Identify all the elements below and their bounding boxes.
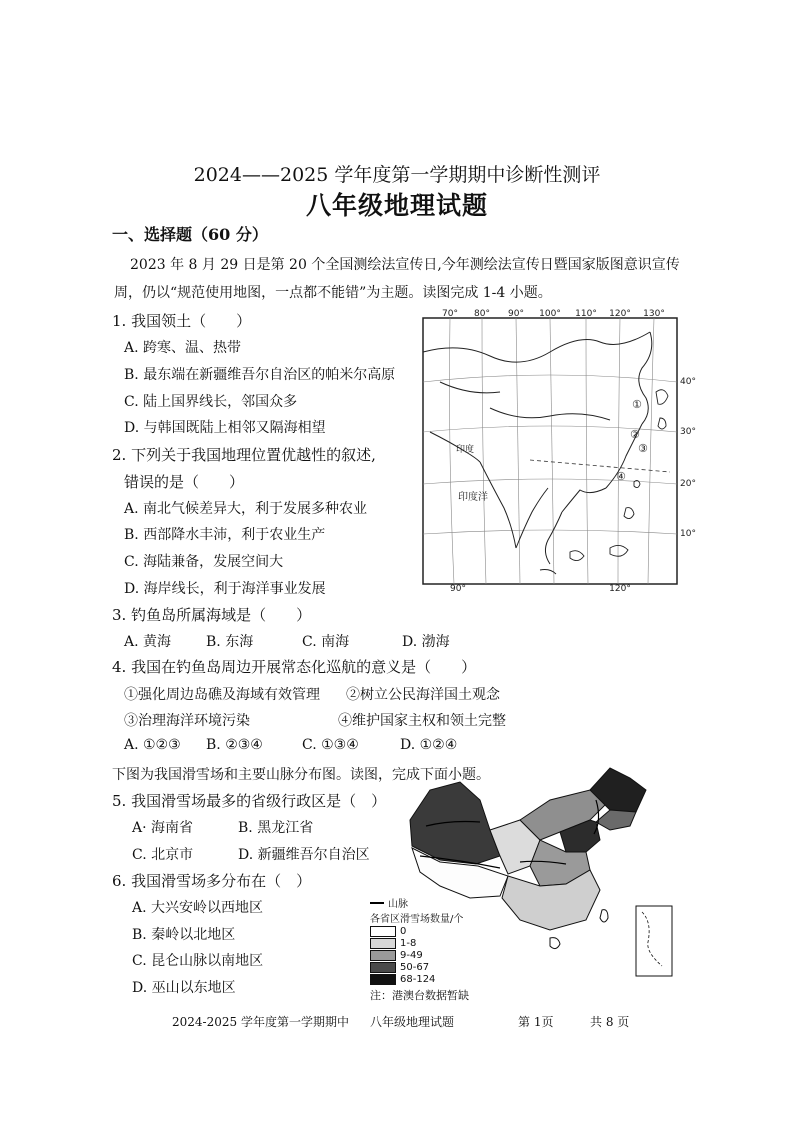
mountain-line-icon bbox=[370, 902, 384, 904]
map1-label-indian-ocean: 印度洋 bbox=[458, 492, 488, 503]
q4-statement-1: ①强化周边岛礁及海域有效管理 bbox=[124, 687, 320, 703]
map1-bottom-lon-120: 120° bbox=[609, 584, 631, 594]
map1-lat-20: 20° bbox=[680, 479, 696, 489]
intro-2: 下图为我国滑雪场和主要山脉分布图。读图，完成下面小题。 bbox=[112, 767, 490, 783]
q1-option-a[interactable]: A. 跨寒、温、热带 bbox=[124, 340, 242, 356]
map1-lon-120: 120° bbox=[609, 309, 631, 319]
legend-label: 0 bbox=[400, 926, 407, 937]
q4-statement-3: ③治理海洋环境污染 bbox=[124, 713, 250, 729]
legend-row bbox=[370, 974, 469, 985]
question-1-stem: 1. 我国领土（ ） bbox=[112, 312, 252, 330]
q1-option-b[interactable]: B. 最东端在新疆维吾尔自治区的帕米尔高原 bbox=[124, 367, 396, 383]
legend-label: 68-124 bbox=[400, 974, 436, 985]
map1-lat-10: 10° bbox=[680, 529, 696, 539]
asia-outline-map bbox=[420, 309, 696, 594]
legend-swatch bbox=[370, 938, 396, 949]
q2-option-d[interactable]: D. 海岸线长，利于海洋事业发展 bbox=[124, 581, 326, 597]
q5-option-b[interactable]: B. 黑龙江省 bbox=[238, 820, 314, 836]
question-4-stem: 4. 我国在钓鱼岛周边开展常态化巡航的意义是（ ） bbox=[112, 658, 477, 676]
exam-title: 2024——2025 学年度第一学期期中诊断性测评 bbox=[193, 164, 601, 186]
q1-option-d[interactable]: D. 与韩国既陆上相邻又隔海相望 bbox=[124, 420, 326, 436]
intro-line-2: 周，仍以“规范使用地图，一点都不能错”为主题。读图完成 1-4 小题。 bbox=[114, 285, 552, 301]
q5-option-c[interactable]: C. 北京市 bbox=[132, 847, 194, 863]
q6-option-b[interactable]: B. 秦岭以北地区 bbox=[132, 927, 236, 943]
map1-marker-3: ③ bbox=[638, 442, 648, 455]
footer-page: 第 1页 bbox=[518, 1015, 554, 1029]
map1-lon-90: 90° bbox=[508, 309, 524, 319]
q4-statement-4: ④维护国家主权和领土完整 bbox=[338, 713, 506, 729]
q3-option-d[interactable]: D. 渤海 bbox=[402, 634, 450, 650]
q3-option-b[interactable]: B. 东海 bbox=[206, 634, 254, 650]
exam-subject-title: 八年级地理试题 bbox=[305, 191, 488, 220]
q6-option-a[interactable]: A. 大兴安岭以西地区 bbox=[132, 900, 264, 916]
map1-marker-1: ① bbox=[632, 398, 642, 411]
legend-mountain-label: 山脉 bbox=[388, 899, 408, 910]
legend-swatch bbox=[370, 950, 396, 961]
question-2-stem: 2. 下列关于我国地理位置优越性的叙述, bbox=[112, 446, 376, 464]
q4-option-c[interactable]: C. ①③④ bbox=[302, 737, 359, 753]
q3-option-c[interactable]: C. 南海 bbox=[302, 634, 350, 650]
footer-total: 共 8 页 bbox=[590, 1015, 630, 1029]
q3-option-a[interactable]: A. 黄海 bbox=[124, 634, 172, 650]
map2-legend bbox=[370, 895, 469, 1003]
q5-option-d[interactable]: D. 新疆维吾尔自治区 bbox=[238, 847, 370, 863]
intro-line-1: 2023 年 8 月 29 日是第 20 个全国测绘法宣传日,今年测绘法宣传日暨国家版图意识宣传 bbox=[130, 257, 680, 273]
map1-bottom-lon-90: 90° bbox=[450, 584, 466, 594]
map1-label-india: 印度 bbox=[456, 445, 475, 455]
legend-row bbox=[370, 926, 469, 937]
q4-option-d[interactable]: D. ①②④ bbox=[400, 737, 458, 753]
legend-row bbox=[370, 938, 469, 949]
q6-option-d[interactable]: D. 巫山以东地区 bbox=[132, 980, 236, 996]
section-heading: 一、选择题（60 分） bbox=[112, 225, 268, 244]
q2-option-c[interactable]: C. 海陆兼备，发展空间大 bbox=[124, 554, 284, 570]
legend-row bbox=[370, 950, 469, 961]
map1-lon-80: 80° bbox=[474, 309, 490, 319]
footer-middle: 八年级地理试题 bbox=[370, 1015, 455, 1029]
map1-lon-110: 110° bbox=[575, 309, 597, 319]
question-2-stem-cont: 错误的是（ ） bbox=[124, 473, 245, 491]
footer-left: 2024-2025 学年度第一学期期中 bbox=[172, 1015, 349, 1029]
map1-lat-30: 30° bbox=[680, 427, 696, 437]
q6-option-c[interactable]: C. 昆仑山脉以南地区 bbox=[132, 953, 264, 969]
legend-label: 9-49 bbox=[400, 950, 423, 961]
question-5-stem: 5. 我国滑雪场最多的省级行政区是（ ） bbox=[112, 792, 387, 810]
legend-swatch bbox=[370, 962, 396, 973]
q4-statement-2: ②树立公民海洋国土观念 bbox=[346, 687, 500, 703]
map1-lat-40: 40° bbox=[680, 377, 696, 387]
legend-note: 注：港澳台数据暂缺 bbox=[370, 989, 469, 1002]
legend-label: 50-67 bbox=[400, 962, 430, 973]
legend-title: 各省区滑雪场数量/个 bbox=[370, 914, 464, 925]
q1-option-c[interactable]: C. 陆上国界线长，邻国众多 bbox=[124, 394, 298, 410]
map1-lon-70: 70° bbox=[442, 309, 458, 319]
map1-marker-2: ② bbox=[630, 428, 640, 441]
q4-option-b[interactable]: B. ②③④ bbox=[206, 737, 263, 753]
legend-label: 1-8 bbox=[400, 938, 417, 949]
q2-option-b[interactable]: B. 西部降水丰沛，利于农业生产 bbox=[124, 527, 326, 543]
map1-lon-130: 130° bbox=[643, 309, 665, 319]
q5-option-a[interactable]: A· 海南省 bbox=[132, 820, 194, 836]
question-6-stem: 6. 我国滑雪场多分布在（ ） bbox=[112, 872, 312, 890]
legend-row bbox=[370, 962, 469, 973]
legend-swatch bbox=[370, 926, 396, 937]
question-3-stem: 3. 钓鱼岛所属海域是（ ） bbox=[112, 606, 312, 624]
map1-lon-100: 100° bbox=[539, 309, 561, 319]
map1-marker-4: ④ bbox=[616, 470, 626, 483]
q2-option-a[interactable]: A. 南北气候差异大，利于发展多种农业 bbox=[124, 501, 368, 517]
q4-option-a[interactable]: A. ①②③ bbox=[124, 737, 181, 753]
legend-swatch bbox=[370, 974, 396, 985]
